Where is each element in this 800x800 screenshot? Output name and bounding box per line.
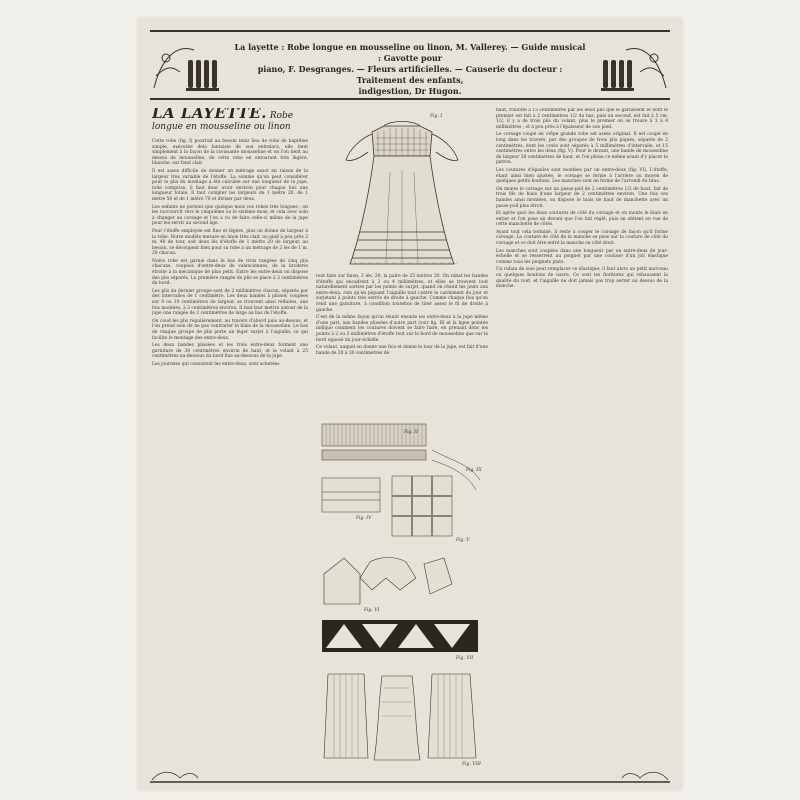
bodice-pattern-illustration: [320, 554, 484, 614]
paragraph: On coud les plis régulièrement, au travers d'abord puis au-dessus, et l'on prend soin de ne pas contrarier le biais de la mousseline. Le bas de chaque groupe de plis porte un léger surjet à l'aiguille, ce qui facilite le montage des entre-deux.: [152, 318, 308, 341]
paragraph: Ayant tout cela terminé, il reste à couper le corsage de façon qu'il forme corsage. La couture de côté de la manche se pose sur la couture de côté du corsage et ce doit être entré la manche ou côté droit.: [496, 229, 668, 247]
column-right: [496, 108, 668, 772]
header-line-3: indigestion, Dr Hugon.: [358, 86, 462, 96]
ornament-left-icon: [150, 36, 220, 94]
article-title-cap: LA LAYETTE.: [152, 108, 267, 122]
paragraph: Pour l'étoffe employée est fine et légère, plus on donne de largeur à la robe. Notre modèle mesure en linon très clair, au pied à peu près 2 m. 40 de tour, soit deux lés d'étoffe de 1 mètre 20 de largeur, au besoin, se découpent bien pour sa robe à un métrage de 2 lés de 1 m. 20 chacun.: [152, 228, 308, 257]
header-summary: [232, 42, 588, 97]
article-body: [152, 108, 668, 772]
magazine-page: [138, 18, 682, 790]
zigzag-insertion-illustration: [320, 618, 484, 654]
header-line-2: piano, F. Desgranges. — Fleurs artificielles. — Causerie du docteur : Traitement des enfants,: [257, 64, 563, 85]
paragraph: Le corsage coupé en crêpe grande robe est assez original. Il est coupé en long dans les travers, par des groupes de trois plis piqués, séparés de 2 centimètres, dont les cotés sont séparés à 5 millimètres d'intervalle, et 15 centimètres entre les deux (fig. V). Pour le devant, une bande de mousseline de largeur 30 centimètres de haut, et l'on plisse ce même avant d'y placer le patron.: [496, 132, 668, 166]
column-middle-text: [316, 274, 488, 358]
figure-label: Fig. I: [430, 114, 443, 119]
ornament-right-icon: [600, 36, 670, 94]
article-title: [152, 108, 308, 133]
figure-label: Fig. VI: [364, 608, 380, 613]
figure-label: Fig. II: [404, 430, 418, 435]
paragraph: Et après quoi les deux coutures de côté du corsage et on monte le biais en entier et l'on pose un devant que l'on fait réglé, puis on obtient en vue de cette manchette de côtés.: [496, 211, 668, 228]
column-middle: [316, 108, 488, 772]
figure-label: Fig. IV: [356, 516, 372, 521]
paragraph: Notre robe est garnie dans le bas de trois rangées de cinq plis chacune, coupées d'entre-deux de valenciennes, de la broderie étroite à la mécanique de plus petit. Entre les entre-deux on dispose des plis séparés. La première rangée de plis se place à 3 centimètres du bord.: [152, 258, 308, 287]
figure-label: Fig. VIII: [462, 762, 481, 767]
paragraph: Cette robe (fig. I) pourrait au besoin tenir lieu de robe de baptême simple, exécutée dela fantaisie de son entrelacs, elle tient simplement à la façon de la ravissante mousseline et on l'on tient au dessus de mousseline, de cette robe en entourant très légère, blanche, sur fond clair.: [152, 139, 308, 167]
paragraph: Les plis du dernier groupe sont de 2 millimètres chacun, séparés par des intervalles de 1 centimètre. Les deux bandes à plisser, coupées sur 9 ou 10 centimètres de largeur, se trouvent ainsi réduites, une fois montées, à 3 centimètres environ. Il faut leur mettre autour de la jupe une rangée de 2 centimètres de large au bas de l'étoffe.: [152, 288, 308, 317]
figure-label: Fig. VII: [456, 656, 474, 661]
figure-label: Fig. III: [466, 468, 482, 473]
page-header: [150, 30, 670, 100]
paragraph: Les deux bandes plissées et les trois entre-deux forment une garniture de 30 centimètres environ de haut, et le volant à 25 centimètres au-dessous du bord fixe au-dessous de la jupe.: [152, 343, 308, 360]
paragraph: Les coutures d'épaules sont montées par un entre-deux (fig. VI). L'étoffe, étant ainsi bien ajustée, le corsage se ferme à l'arrière au moyen de quelques petits boutons. Les manches sont en forme de l'arrondi du bras.: [496, 167, 668, 185]
paragraph: tout faits sur linon, 2 lés. 20, la paire de 25 mètres 20. On rabat les bandes d'étoffe qui encadrent à 2 ou 4 millimètres, et elles se trouvent tout naturellement sorties par les points de surjet, quand on réunit les jours aux entre-deux, rien qu'en piquant l'aiguille tout contre le cardement du jour et surjetant à points très serrés de droite à gauche. Comme chaque fois qu'on rend une garniture, à condition toutefois de tirer assez le fil de droite à gauche.: [316, 274, 488, 313]
paragraph: Les journées qui consistent les entre-deux, sont achetées: [152, 361, 280, 367]
header-line-1: La layette : Robe longue en mousseline ou linon, M. Vallerey. — Guide musical : Gavotte pour: [234, 42, 586, 63]
paragraph: Ce volant, auquel on donne une fois et demie le tour de la jupe, est fait d'une bande de 20 à 30 centimètres de: [316, 345, 488, 356]
paragraph: C'est de la même façon qu'on réunit ensuite les entre-deux à la jupe même d'une part, aux bandes plissées d'autre part (voir fig. III et la ligne pointée indique comment les coutures doivent se faire faire, en prenant donc les points à 2 ou 3 millimètres d'étoffe tout sur le bord de mousseline que sur le bord opposé du jour-échelle.: [316, 315, 488, 343]
christening-gown-illustration: [332, 112, 472, 272]
figure-label: Fig. V: [456, 538, 470, 543]
article-title-rest: Robe longue en mousseline ou linon: [152, 111, 294, 132]
paragraph: Un ruban de soie peut remplacer ce élastique; il faut alors un petit morceau ou quelques boutons de nacre. Ce sont les fioritures qui rehaussent la qualité du tout, et l'aiguille ne doit jamais pas trop serrer au dessus de la manche.: [496, 267, 668, 290]
sleeves-illustration: [320, 668, 484, 768]
paragraph: On monte le corsage sur un passe-poil de 2 centimètres 1/2 de haut, fait de trois fils de biais d'une largeur de 2 centimètres environ. Une fois ces bandes ainsi montées, on dispose le biais de haut de manchette avec un passe-poil plus étroit.: [496, 186, 668, 209]
paragraph: Les enfants ne portent que quelque mois ces robes très longues ; on les raccourcit vers le cinquième ou le sixième mois, et cela avec soin à changer au corsage et l'on a vu de faire celle-ci même de la jupe pour les servir au second âge.: [152, 204, 308, 227]
paragraph: haut, roulotté à 15 centimètres par les deux plis que le garnissent et dont le premier est fait à 2 centimètres 1/2 du bas, puis un second, est fait à 5 cm. 1/2, il y a de trois plis du volant, plus le premier on se trouve à 3 à 4 millimètres ; et à peu près à l'épaisseur de son pied.: [496, 108, 668, 130]
paragraph: Il est assez difficile de donner un métrage exact en raison de la largeur très variable de l'étoffe. La somme qu'on peut considérer pour le plis du montage a été calculée sur une longueur de la jupe, toile comprise, il faut donc avoir environ pour chaque fois une longueur totale. Il faut compter les largeurs de 1 mètre 20, de 1 mètre 50 et de 1 mètre 70 et diviser par deux.: [152, 168, 308, 202]
paragraph: Les manches sont coupées dans une longueur par un entre-deux de jour-échelle et se resserrent au poignet par une coulisse d'un joli élastique comme tous les poignets plats.: [496, 248, 668, 265]
column-left: [152, 108, 308, 772]
footer-ornament-icon: [150, 770, 670, 784]
lace-band-illustration: [320, 420, 484, 550]
